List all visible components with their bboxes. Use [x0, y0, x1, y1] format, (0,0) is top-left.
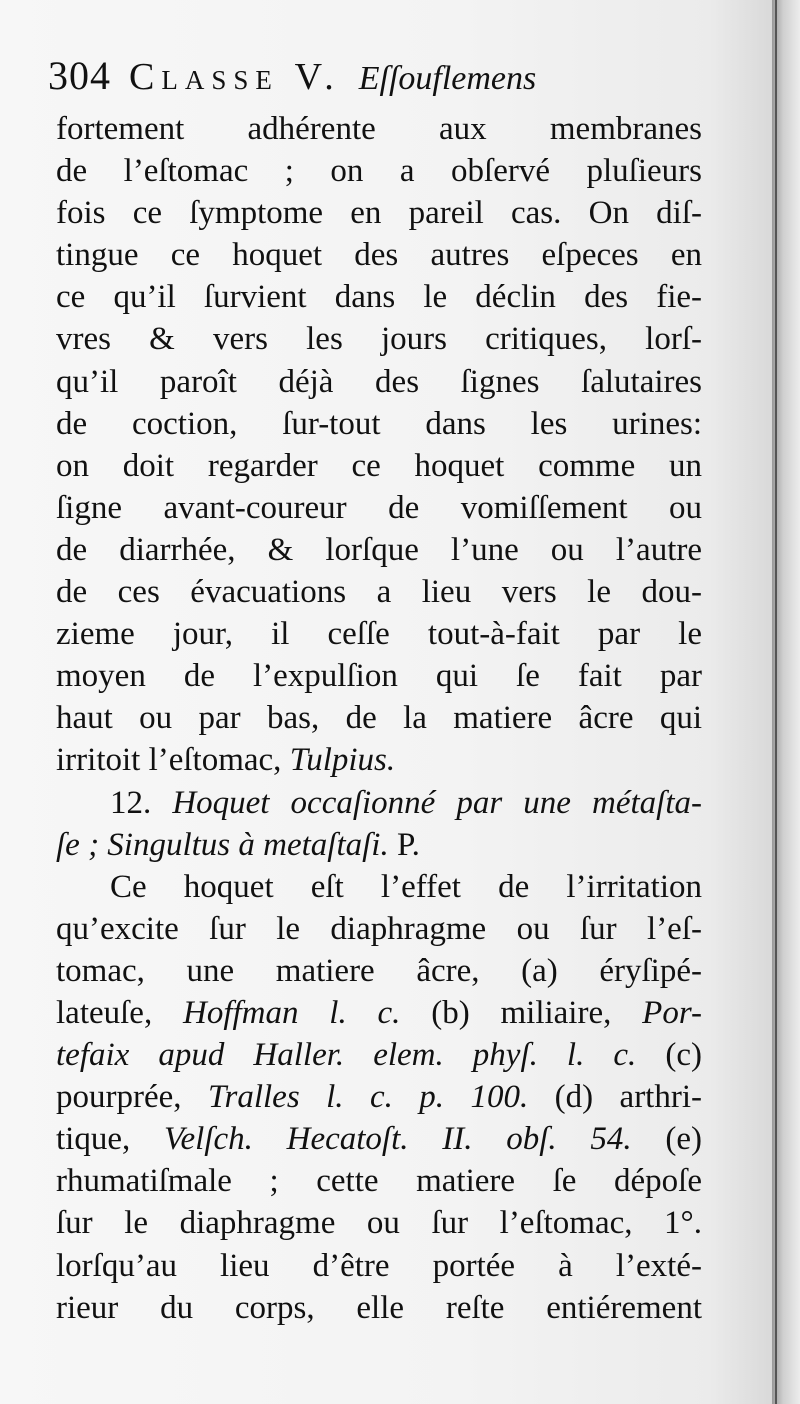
- text-line: [56, 1118, 702, 1160]
- page-number: 304: [48, 53, 111, 98]
- running-subtitle: Eſſouflemens: [358, 60, 537, 97]
- section-heading: [56, 782, 702, 824]
- text-line: tingue ce hoquet des autres eſpeces en: [56, 237, 702, 274]
- text-line: [56, 1076, 702, 1118]
- page-header: [48, 52, 708, 112]
- running-title: Classe V.: [129, 56, 341, 98]
- text-segment: (d) arthri-: [554, 1079, 702, 1116]
- text-segment: (c): [665, 1037, 702, 1074]
- citation: Tralles l. c. p. 100.: [207, 1079, 529, 1116]
- text-line: ſur le diaphragme ou ſur l’eſtomac, 1°.: [56, 1205, 702, 1242]
- citation: Por-: [642, 994, 702, 1031]
- section-mark: P.: [396, 826, 420, 863]
- text-line: on doit regarder ce hoquet comme un: [56, 447, 702, 484]
- text-line: de ces évacuations a lieu vers le dou-: [56, 574, 702, 611]
- text-line: de l’eſtomac ; on a obſervé pluſieurs: [56, 153, 702, 190]
- citation: Hoffman l. c.: [183, 994, 401, 1031]
- text-line: moyen de l’expulſion qui ſe fait par: [56, 658, 702, 695]
- citation: tefaix apud Haller. elem. phyſ. l. c.: [56, 1037, 637, 1074]
- section-title: Hoquet occaſionné par une métaſta-: [172, 784, 702, 821]
- text-line: Ce hoquet eſt l’effet de l’irritation: [110, 868, 702, 905]
- citation: Tulpius.: [289, 742, 396, 779]
- text-segment: pourprée,: [56, 1079, 182, 1116]
- text-line: [56, 1034, 702, 1076]
- text-line: [56, 739, 702, 781]
- text-segment: irritoit l’eſtomac,: [56, 742, 282, 779]
- text-line: qu’il paroît déjà des ſignes ſalutaires: [56, 363, 702, 400]
- text-segment: tique,: [56, 1121, 131, 1158]
- text-segment: lateuſe,: [56, 994, 153, 1031]
- text-line: tomac, une matiere âcre, (a) éryſipé-: [56, 952, 702, 989]
- text-line: de coction, ſur-tout dans les urines:: [56, 405, 702, 442]
- text-segment: (b) miliaire,: [431, 994, 612, 1031]
- section-number: 12.: [110, 784, 152, 821]
- text-line: zieme jour, il ceſſe tout-à-fait par le: [56, 616, 702, 653]
- text-line: rhumatiſmale ; cette matiere ſe dépoſe: [56, 1163, 702, 1200]
- text-line: fois ce ſymptome en pareil cas. On diſ-: [56, 195, 702, 232]
- text-line: [56, 992, 702, 1034]
- book-gutter: [772, 0, 800, 1404]
- citation: Velſch. Hecatoſt. II. obſ. 54.: [163, 1121, 632, 1158]
- section-title: ſe ; Singultus à metaſtaſi.: [56, 826, 389, 863]
- section-heading-cont: [56, 824, 702, 866]
- body-text: [56, 108, 702, 1329]
- text-line: de diarrhée, & lorſque l’une ou l’autre: [56, 531, 702, 568]
- text-line: qu’excite ſur le diaphragme ou ſur l’eſ-: [56, 910, 702, 947]
- text-segment: (e): [665, 1121, 702, 1158]
- text-line: vres & vers les jours critiques, lorſ-: [56, 321, 702, 358]
- text-line: fortement adhérente aux membranes: [56, 111, 702, 147]
- text-line: haut ou par bas, de la matiere âcre qui: [56, 700, 702, 737]
- text-line: lorſqu’au lieu d’être portée à l’exté-: [56, 1247, 702, 1284]
- text-line: ce qu’il ſurvient dans le déclin des fie-: [56, 279, 702, 316]
- text-line: rieur du corps, elle reſte entiérement: [56, 1289, 702, 1326]
- text-line: ſigne avant-coureur de vomiſſement ou: [56, 489, 702, 526]
